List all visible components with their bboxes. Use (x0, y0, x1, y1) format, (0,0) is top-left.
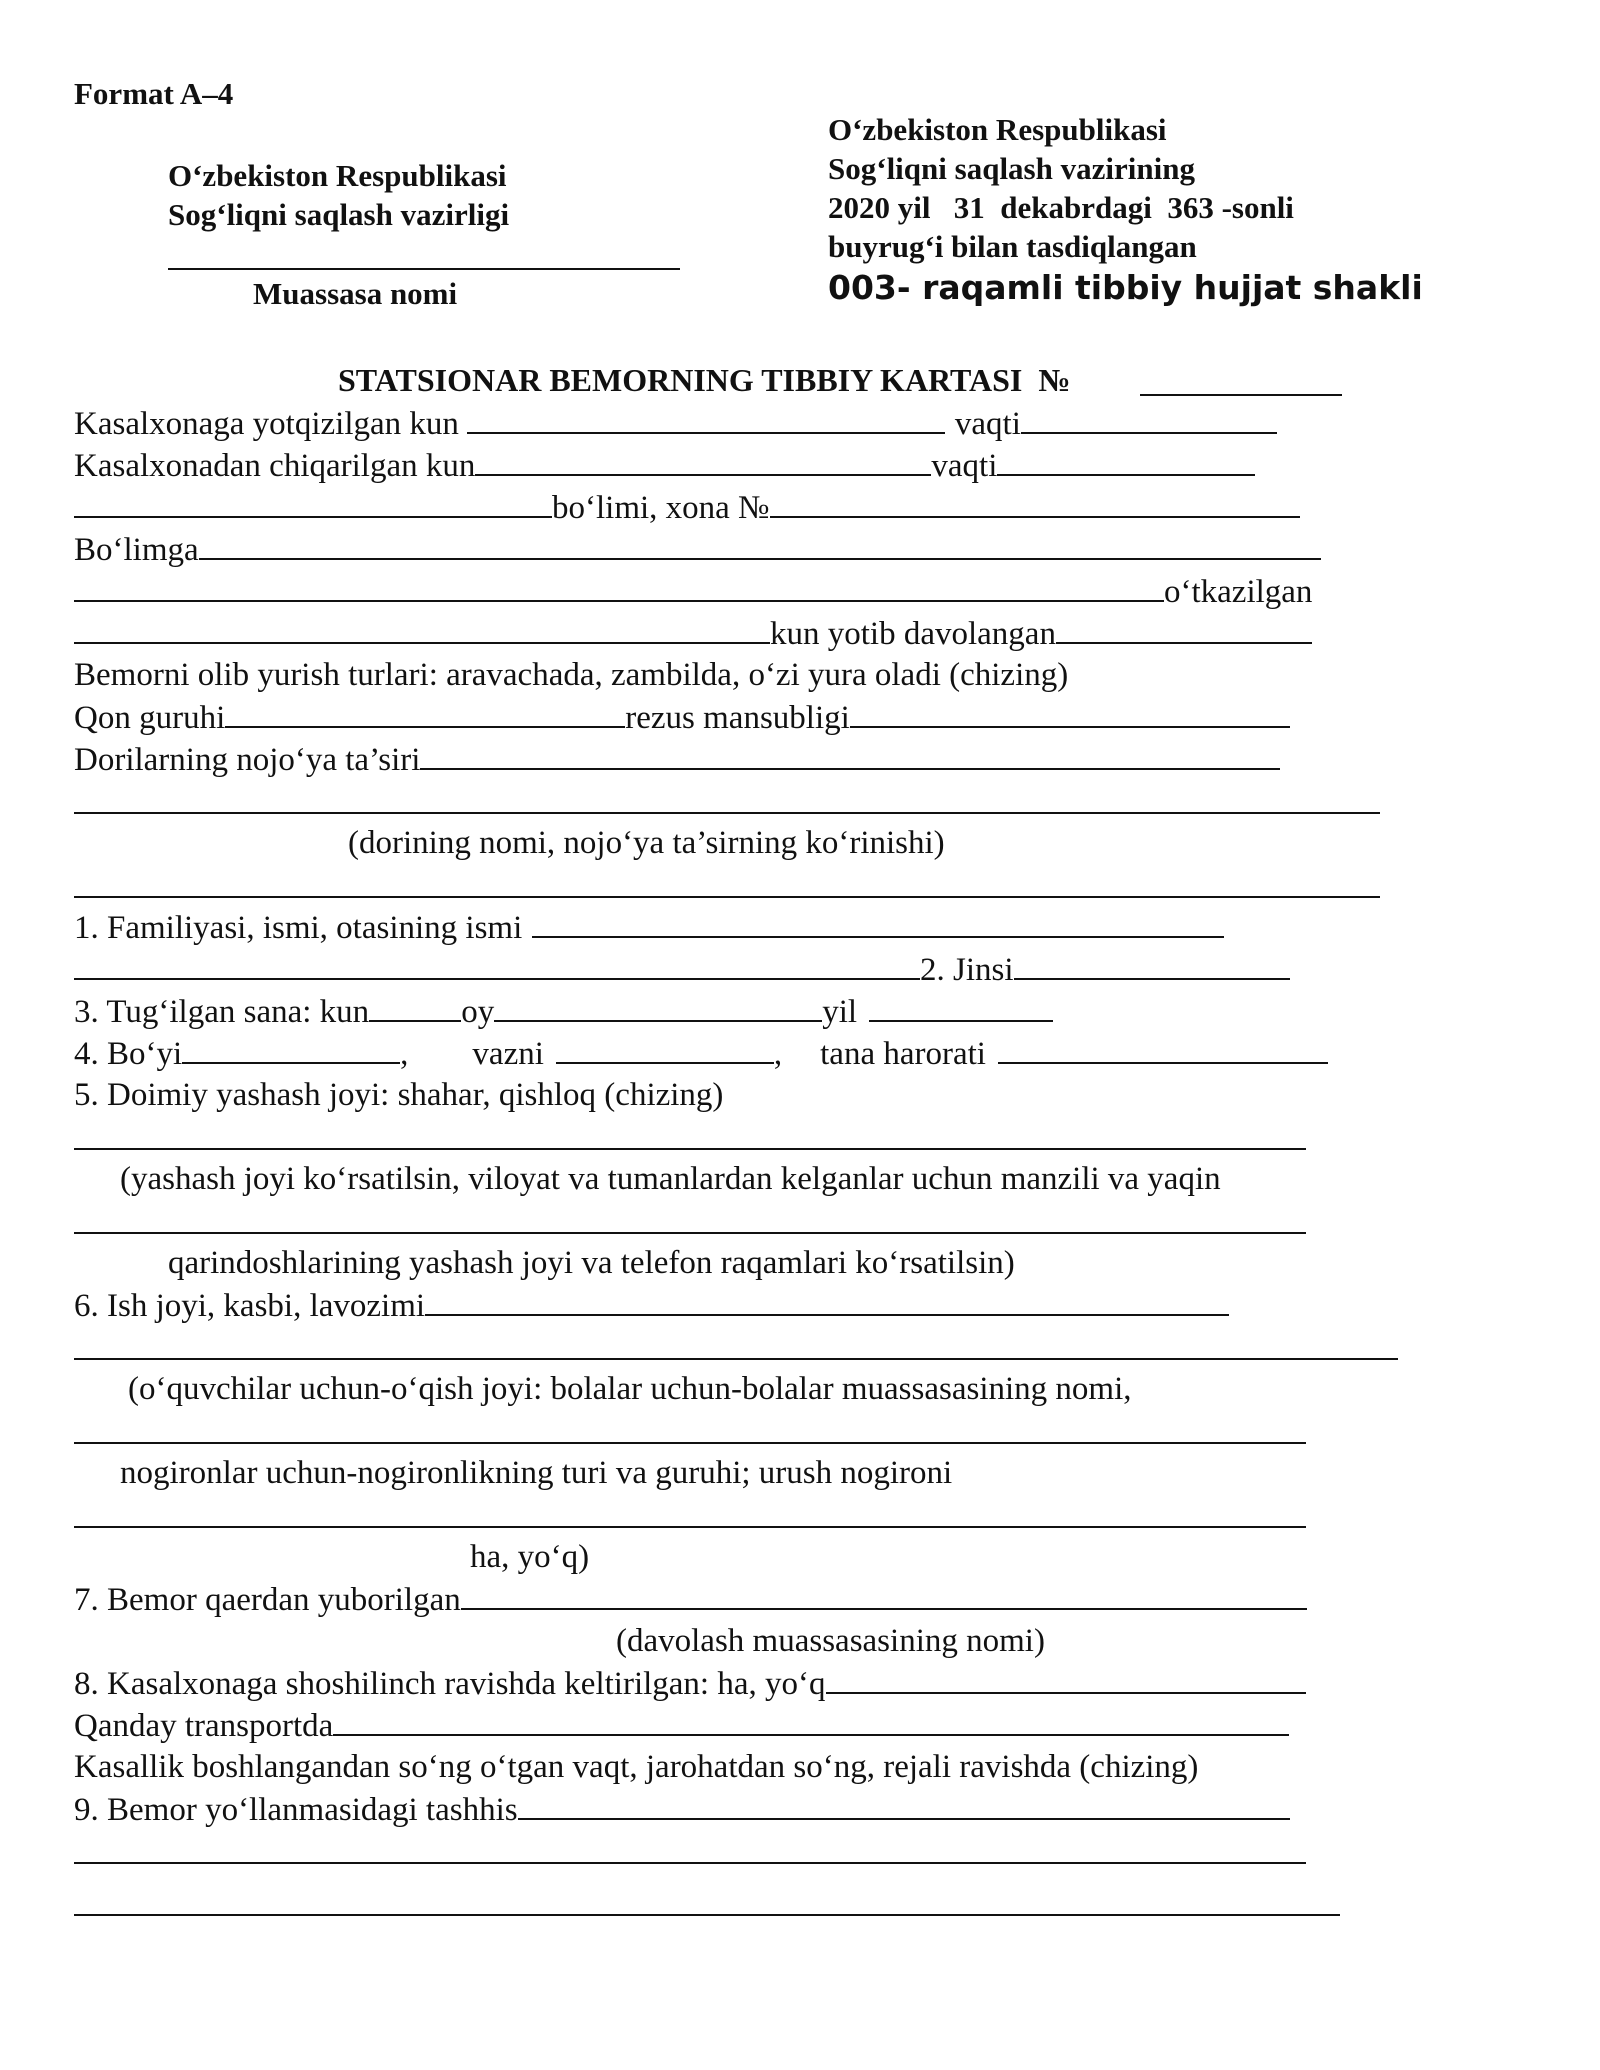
work-hint-3: ha, yo‘q) (470, 1539, 590, 1575)
rhesus-label: rezus mansubligi (625, 700, 850, 736)
full-name-field[interactable] (532, 906, 1224, 938)
gender-label: 2. Jinsi (920, 952, 1014, 988)
diagnosis-field[interactable] (518, 1788, 1290, 1820)
full-name-field-2[interactable] (74, 948, 920, 980)
days-treated-label: kun yotib davolangan (770, 616, 1056, 652)
rhesus-field[interactable] (850, 696, 1290, 728)
department-field[interactable] (74, 486, 552, 518)
row-discharged (74, 444, 1255, 486)
to-department-label: Bo‘limga (74, 532, 199, 568)
row-birth-date (74, 990, 1053, 1032)
residence-label: 5. Doimiy yashash joyi: shahar, qishloq (chizing) (74, 1077, 724, 1113)
referred-from-hint: (davolash muassasasining nomi) (616, 1623, 1045, 1659)
temperature-label: tana harorati (820, 1036, 986, 1072)
blood-group-label: Qon guruhi (74, 700, 226, 736)
birth-year-label: yil (822, 994, 858, 1030)
full-name-label: 1. Familiyasi, ismi, otasining ismi (74, 910, 523, 946)
comma-1: , (400, 1036, 409, 1072)
row-department (74, 486, 1300, 528)
residence-hint-2: qarindoshlarining yashash joyi va telefon raqamlari ko‘rsatilsin) (168, 1245, 1015, 1281)
approval-line3: 2020 yil 31 dekabrdagi 363 -sonli (828, 190, 1294, 225)
blood-group-field[interactable] (225, 696, 625, 728)
row-side-effects (74, 738, 1280, 780)
emergency-label: 8. Kasalxonaga shoshilinch ravishda keltirilgan: ha, yo‘q (74, 1666, 826, 1702)
birth-month-label: oy (461, 994, 495, 1030)
days-treated-field[interactable] (1056, 612, 1312, 644)
weight-field[interactable] (556, 1032, 774, 1064)
side-effects-label: Dorilarning nojo‘ya ta’siri (74, 742, 421, 778)
work-line-4[interactable] (74, 1526, 1306, 1528)
discharged-time-label: vaqti (931, 448, 998, 484)
temperature-field[interactable] (998, 1032, 1328, 1064)
height-label: 4. Bo‘yi (74, 1036, 183, 1072)
residence-hint-1: (yashash joyi ko‘rsatilsin, viloyat va tumanlardan kelganlar uchun manzili va yaqin (120, 1161, 1221, 1197)
transferred-label: o‘tkazilgan (1164, 574, 1313, 610)
admitted-time-label: vaqti (954, 406, 1021, 442)
row-transport (74, 1704, 1289, 1746)
birth-year-field[interactable] (869, 990, 1053, 1022)
card-title: STATSIONAR BEMORNING TIBBIY KARTASI № (338, 362, 1071, 398)
transport-types: Bemorni olib yurish turlari: aravachada, zambilda, o‘zi yura oladi (chizing) (74, 657, 1069, 693)
side-effects-field[interactable] (420, 738, 1280, 770)
admitted-day-label: Kasalxonaga yotqizilgan kun (74, 406, 459, 442)
row-diagnosis (74, 1788, 1290, 1830)
format-label: Format A–4 (74, 76, 234, 111)
row-measures (74, 1032, 1328, 1074)
institution-name-field[interactable] (168, 268, 680, 270)
elapsed-time-label: Kasallik boshlangandan so‘ng o‘tgan vaqt, jarohatdan so‘ng, rejali ravishda (chizing) (74, 1749, 1199, 1785)
work-line-3[interactable] (74, 1442, 1306, 1444)
diagnosis-line-3[interactable] (74, 1914, 1340, 1916)
row-referred-from (74, 1578, 1307, 1620)
comma-2: , (773, 1036, 783, 1072)
row-to-department (74, 528, 1321, 570)
to-department-field[interactable] (199, 528, 1321, 560)
work-hint-2: nogironlar uchun-nogironlikning turi va guruhi; urush nogironi (120, 1455, 953, 1491)
work-hint-1: (o‘quvchilar uchun-o‘qish joyi: bolalar uchun-bolalar muassasasining nomi, (128, 1371, 1132, 1407)
days-field[interactable] (74, 612, 770, 644)
discharged-day-label: Kasalxonadan chiqarilgan kun (74, 448, 476, 484)
birth-month-field[interactable] (494, 990, 822, 1022)
form-number-title: 003- raqamli tibbiy hujjat shakli (828, 268, 1423, 307)
row-admitted (74, 402, 1277, 444)
row-emergency (74, 1662, 1306, 1704)
work-label: 6. Ish joyi, kasbi, lavozimi (74, 1288, 426, 1324)
card-number-field[interactable] (1140, 394, 1342, 396)
emergency-field[interactable] (826, 1662, 1306, 1694)
discharged-day-field[interactable] (475, 444, 931, 476)
ministry-name-line1: O‘zbekiston Respublikasi (168, 158, 507, 193)
row-full-name (74, 906, 1224, 948)
side-effects-line-3[interactable] (74, 896, 1380, 898)
institution-caption: Muassasa nomi (253, 276, 458, 311)
work-field[interactable] (425, 1284, 1229, 1316)
row-days-treated (74, 612, 1312, 654)
approval-line2: Sog‘liqni saqlash vazirining (828, 151, 1195, 186)
work-line-2[interactable] (74, 1358, 1398, 1360)
approval-line1: O‘zbekiston Respublikasi (828, 112, 1167, 147)
approval-line4: buyrug‘i bilan tasdiqlangan (828, 229, 1197, 264)
side-effects-line-2[interactable] (74, 812, 1380, 814)
diagnosis-line-2[interactable] (74, 1862, 1306, 1864)
transferred-field[interactable] (74, 570, 1164, 602)
admitted-day-field[interactable] (467, 402, 945, 434)
department-room-label: bo‘limi, xona № (552, 490, 770, 526)
admitted-time-field[interactable] (1021, 402, 1277, 434)
transport-field[interactable] (333, 1704, 1289, 1736)
row-transferred (74, 570, 1312, 612)
residence-line-1[interactable] (74, 1148, 1306, 1150)
gender-field[interactable] (1014, 948, 1290, 980)
birth-day-label: 3. Tug‘ilgan sana: kun (74, 994, 370, 1030)
discharged-time-field[interactable] (997, 444, 1255, 476)
height-field[interactable] (182, 1032, 400, 1064)
referred-from-field[interactable] (461, 1578, 1307, 1610)
weight-label: vazni (472, 1036, 544, 1072)
referred-from-label: 7. Bemor qaerdan yuborilgan (74, 1582, 461, 1618)
transport-label: Qanday transportda (74, 1708, 334, 1744)
row-work (74, 1284, 1229, 1326)
row-blood (74, 696, 1290, 738)
side-effects-hint: (dorining nomi, nojo‘ya ta’sirning ko‘rinishi) (348, 825, 945, 861)
diagnosis-label: 9. Bemor yo‘llanmasidagi tashhis (74, 1792, 518, 1828)
residence-line-2[interactable] (74, 1232, 1306, 1234)
row-gender (74, 948, 1290, 990)
ministry-name-line2: Sog‘liqni saqlash vazirligi (168, 197, 510, 232)
birth-day-field[interactable] (369, 990, 461, 1022)
room-number-field[interactable] (770, 486, 1300, 518)
